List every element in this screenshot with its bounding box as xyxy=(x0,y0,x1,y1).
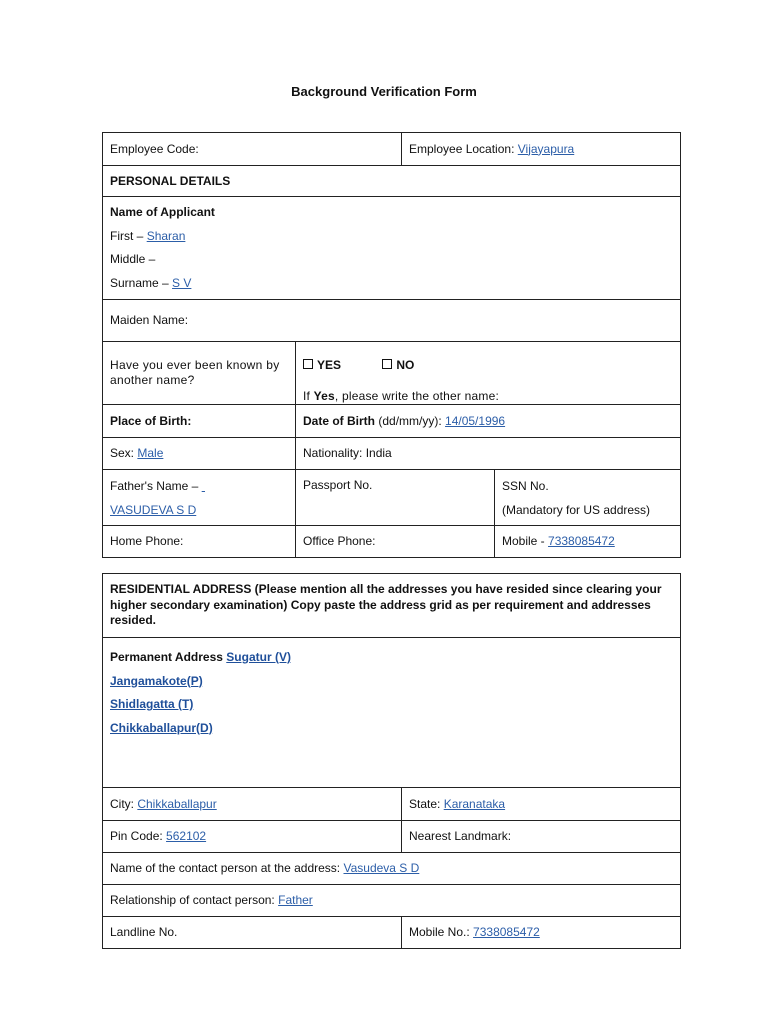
sex-label: Sex: xyxy=(110,446,135,460)
place-of-birth-label[interactable]: Place of Birth: xyxy=(103,405,296,438)
sex-value: Male xyxy=(137,446,164,460)
relationship-cell[interactable] xyxy=(103,885,681,917)
personal-details-heading: PERSONAL DETAILS xyxy=(103,166,681,197)
first-name-value: Sharan xyxy=(146,228,186,243)
other-name-cell xyxy=(296,342,681,405)
contact-person-cell[interactable] xyxy=(103,853,681,885)
mobile-value: 7338085472 xyxy=(548,534,615,548)
mobile-label: Mobile - xyxy=(502,534,545,548)
dob-value: 14/05/1996 xyxy=(445,413,506,428)
sex-cell[interactable] xyxy=(103,438,296,470)
landline-cell[interactable]: Landline No. xyxy=(103,917,402,949)
passport-cell[interactable] xyxy=(296,470,495,526)
applicant-name-cell xyxy=(103,197,681,300)
first-name-row[interactable] xyxy=(110,225,673,249)
contact-person-value: Vasudeva S D xyxy=(343,861,420,875)
home-phone-cell[interactable]: Home Phone: xyxy=(103,526,296,558)
yes-checkbox[interactable] xyxy=(303,358,341,372)
checkbox-icon xyxy=(382,359,392,369)
relationship-label: Relationship of contact person: xyxy=(110,893,275,907)
first-name-label: First – xyxy=(110,228,144,243)
permanent-address-label: Permanent Address xyxy=(110,650,223,664)
passport-label: Passport No. xyxy=(303,478,373,492)
maiden-name-label: Maiden Name: xyxy=(110,313,189,327)
city-cell[interactable] xyxy=(103,788,402,821)
state-label: State: xyxy=(409,796,441,811)
city-value: Chikkaballapur xyxy=(137,796,217,811)
address-line-3: Shidlagatta (T) xyxy=(110,697,194,711)
yes-label: YES xyxy=(317,358,342,372)
relationship-value: Father xyxy=(278,893,313,907)
checkbox-icon xyxy=(303,359,313,369)
employee-code-label: Employee Code: xyxy=(110,141,199,156)
fathers-name-value: VASUDEVA S D xyxy=(110,502,197,517)
residential-mobile-cell[interactable] xyxy=(402,917,681,949)
address-line-2: Jangamakote(P) xyxy=(110,673,203,688)
nationality-cell[interactable]: Nationality: India xyxy=(296,438,681,470)
no-checkbox[interactable] xyxy=(382,358,414,372)
state-value: Karanataka xyxy=(443,796,506,811)
residential-mobile-value: 7338085472 xyxy=(473,925,540,939)
permanent-address-cell[interactable] xyxy=(103,638,681,788)
surname-value: S V xyxy=(172,275,192,290)
employee-code-cell[interactable] xyxy=(103,133,402,166)
middle-name-label: Middle – xyxy=(110,252,156,266)
residential-mobile-label: Mobile No.: xyxy=(409,925,470,939)
employee-location-label: Employee Location: xyxy=(409,141,515,156)
fathers-name-label: Father's Name – xyxy=(110,478,199,493)
contact-person-label: Name of the contact person at the address: xyxy=(110,861,341,875)
pin-code-value: 562102 xyxy=(166,829,207,843)
city-label: City: xyxy=(110,796,134,811)
date-of-birth-cell[interactable] xyxy=(296,405,681,438)
employee-location-value: Vijayapura xyxy=(517,141,575,156)
state-cell[interactable] xyxy=(402,788,681,821)
other-name-instruction: If Yes, please write the other name: xyxy=(303,389,500,403)
mobile-cell[interactable] xyxy=(495,526,681,558)
maiden-name-cell[interactable] xyxy=(103,300,681,342)
pin-code-cell[interactable] xyxy=(103,821,402,853)
other-name-question: Have you ever been known by another name? xyxy=(103,342,296,405)
form-title: Background Verification Form xyxy=(291,84,477,99)
residential-address-heading: RESIDENTIAL ADDRESS (Please mention all the addresses you have resided since clearing your higher secondary examination) Copy paste the address grid as per requirement and addresses resided. xyxy=(103,574,681,638)
fathers-name-cell[interactable] xyxy=(103,470,296,526)
dob-label: Date of Birth xyxy=(303,413,375,428)
dob-format: (dd/mm/yy): xyxy=(378,413,442,428)
ssn-note: (Mandatory for US address) xyxy=(502,502,651,517)
address-line-1: Sugatur (V) xyxy=(226,650,291,664)
ssn-label: SSN No. xyxy=(502,478,549,493)
applicant-name-heading: Name of Applicant xyxy=(110,205,215,219)
personal-details-table xyxy=(102,132,681,558)
surname-label: Surname – xyxy=(110,275,169,290)
employee-location-cell[interactable] xyxy=(402,133,681,166)
office-phone-cell[interactable]: Office Phone: xyxy=(296,526,495,558)
middle-name-row[interactable] xyxy=(110,248,673,272)
nearest-landmark-cell[interactable]: Nearest Landmark: xyxy=(402,821,681,853)
surname-row[interactable] xyxy=(110,272,673,296)
address-line-4: Chikkaballapur(D) xyxy=(110,720,213,735)
pin-code-label: Pin Code: xyxy=(110,829,163,843)
ssn-cell[interactable] xyxy=(495,470,681,526)
residential-address-table xyxy=(102,573,681,949)
no-label: NO xyxy=(396,358,415,372)
